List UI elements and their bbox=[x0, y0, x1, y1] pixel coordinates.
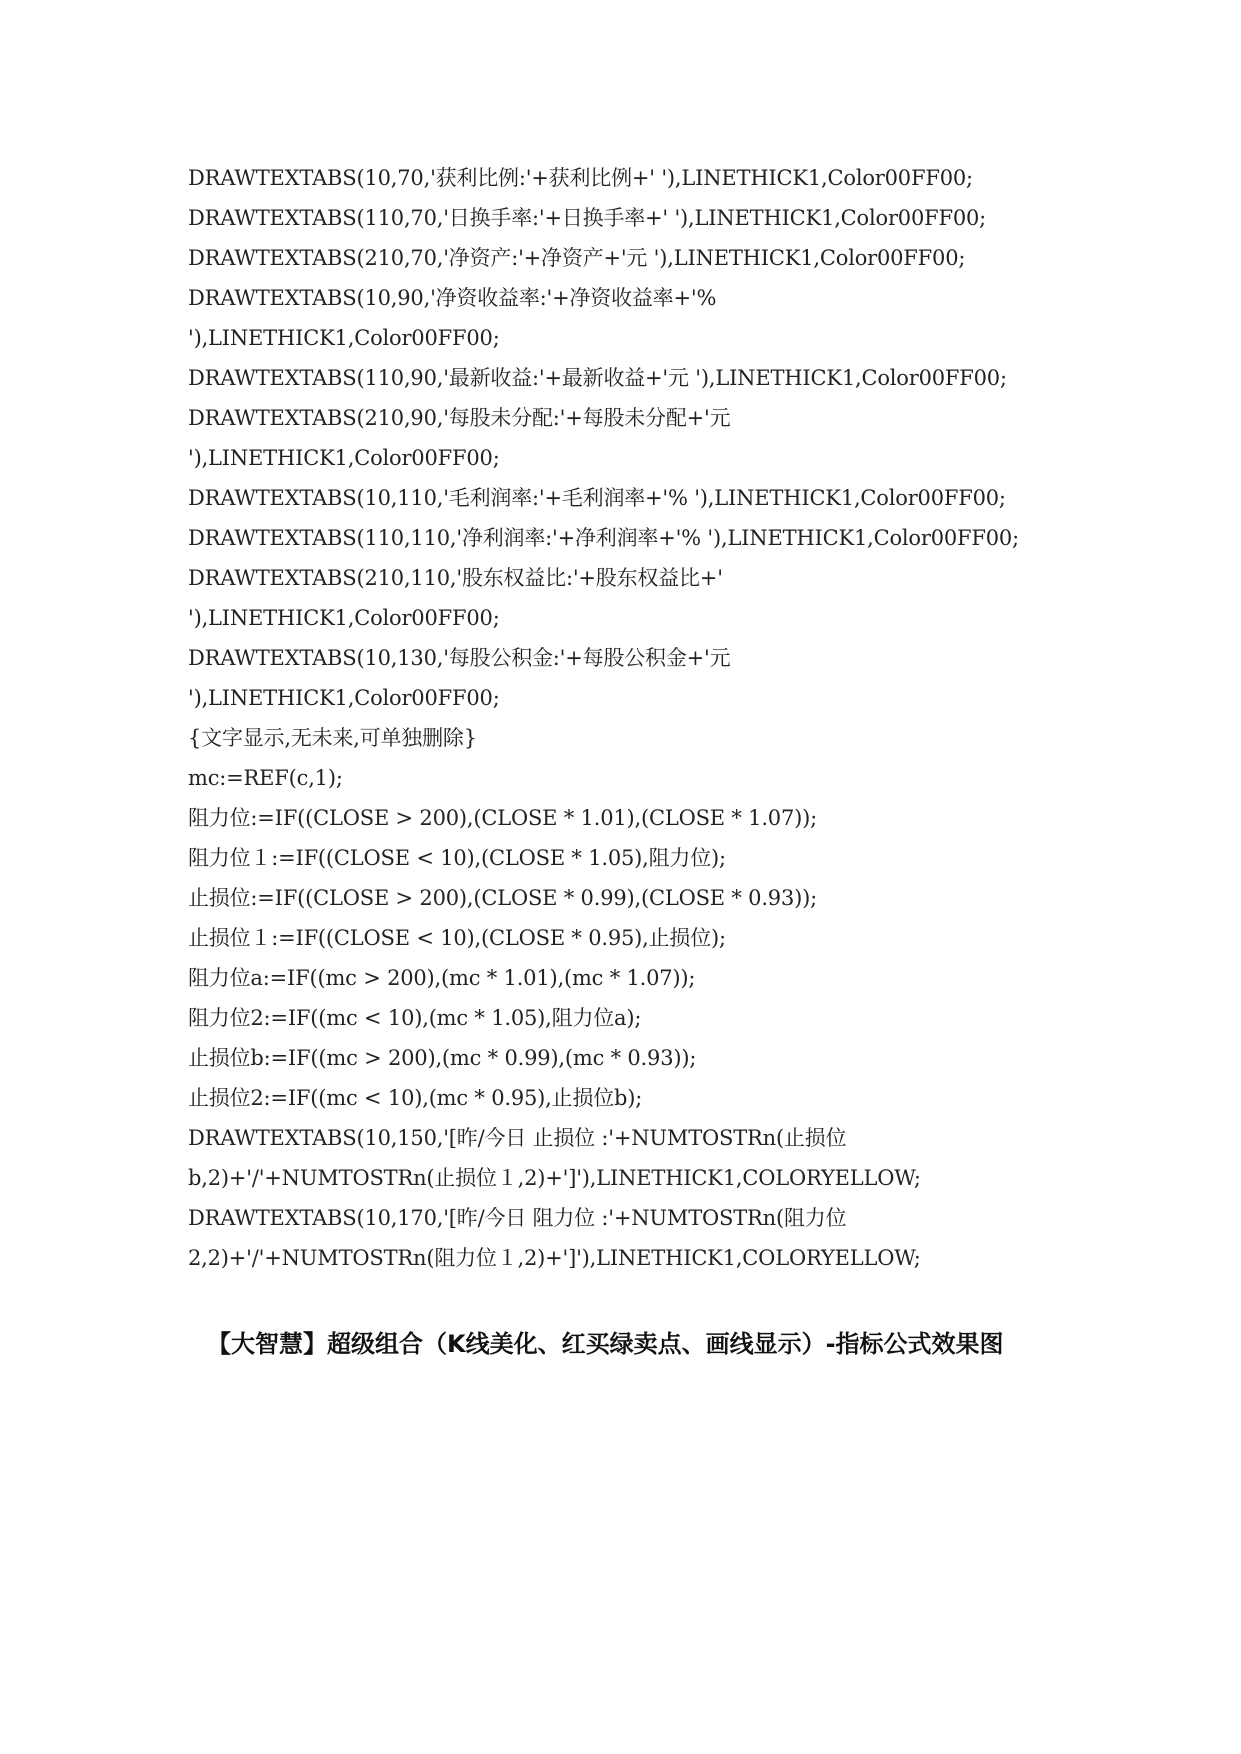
code-comment-line: {文字显示,无未来,可单独删除} bbox=[188, 726, 477, 750]
code-line: 阻力位１:=IF((CLOSE < 10),(CLOSE * 1.05),阻力位); bbox=[188, 846, 726, 870]
code-line: DRAWTEXTABS(210,70,'净资产:'+净资产+'元 '),LINETHICK1,Color00FF00; bbox=[188, 246, 966, 270]
code-line: 阻力位:=IF((CLOSE > 200),(CLOSE * 1.01),(CLOSE * 1.07)); bbox=[188, 806, 817, 830]
code-line: 止损位:=IF((CLOSE > 200),(CLOSE * 0.99),(CLOSE * 0.93)); bbox=[188, 886, 817, 910]
code-line: DRAWTEXTABS(10,150,'[昨/今日 止损位 :'+NUMTOSTRn(止损位 bbox=[188, 1126, 847, 1150]
formula-code-block bbox=[188, 158, 1088, 1278]
code-line: DRAWTEXTABS(110,70,'日换手率:'+日换手率+' '),LINETHICK1,Color00FF00; bbox=[188, 206, 987, 230]
code-line: DRAWTEXTABS(10,170,'[昨/今日 阻力位 :'+NUMTOSTRn(阻力位 bbox=[188, 1206, 847, 1230]
section-title: 【大智慧】超级组合（K线美化、红买绿卖点、画线显示）-指标公式效果图 bbox=[207, 1330, 1004, 1358]
code-line: 止损位１:=IF((CLOSE < 10),(CLOSE * 0.95),止损位); bbox=[188, 926, 726, 950]
code-line: 止损位2:=IF((mc < 10),(mc * 0.95),止损位b); bbox=[188, 1086, 643, 1110]
code-line: 2,2)+'/'+NUMTOSTRn(阻力位１,2)+']'),LINETHICK1,COLORYELLOW; bbox=[188, 1246, 921, 1270]
code-line: DRAWTEXTABS(210,90,'每股未分配:'+每股未分配+'元 bbox=[188, 406, 731, 430]
code-line: DRAWTEXTABS(10,130,'每股公积金:'+每股公积金+'元 bbox=[188, 646, 731, 670]
code-line: 止损位b:=IF((mc > 200),(mc * 0.99),(mc * 0.93)); bbox=[188, 1046, 697, 1070]
code-line: 阻力位2:=IF((mc < 10),(mc * 1.05),阻力位a); bbox=[188, 1006, 642, 1030]
code-line: b,2)+'/'+NUMTOSTRn(止损位１,2)+']'),LINETHICK1,COLORYELLOW; bbox=[188, 1166, 921, 1190]
code-line: '),LINETHICK1,Color00FF00; bbox=[188, 326, 500, 350]
code-line: 阻力位a:=IF((mc > 200),(mc * 1.01),(mc * 1.07)); bbox=[188, 966, 696, 990]
code-line: DRAWTEXTABS(10,70,'获利比例:'+获利比例+' '),LINETHICK1,Color00FF00; bbox=[188, 166, 973, 190]
code-line: '),LINETHICK1,Color00FF00; bbox=[188, 686, 500, 710]
code-line: mc:=REF(c,1); bbox=[188, 766, 343, 790]
code-line: DRAWTEXTABS(110,90,'最新收益:'+最新收益+'元 '),LINETHICK1,Color00FF00; bbox=[188, 366, 1007, 390]
code-line: '),LINETHICK1,Color00FF00; bbox=[188, 606, 500, 630]
code-line: DRAWTEXTABS(210,110,'股东权益比:'+股东权益比+' bbox=[188, 566, 723, 590]
code-line: DRAWTEXTABS(10,90,'净资收益率:'+净资收益率+'% bbox=[188, 286, 717, 310]
code-line: '),LINETHICK1,Color00FF00; bbox=[188, 446, 500, 470]
code-line: DRAWTEXTABS(10,110,'毛利润率:'+毛利润率+'% '),LINETHICK1,Color00FF00; bbox=[188, 486, 1006, 510]
code-line: DRAWTEXTABS(110,110,'净利润率:'+净利润率+'% '),LINETHICK1,Color00FF00; bbox=[188, 526, 1019, 550]
